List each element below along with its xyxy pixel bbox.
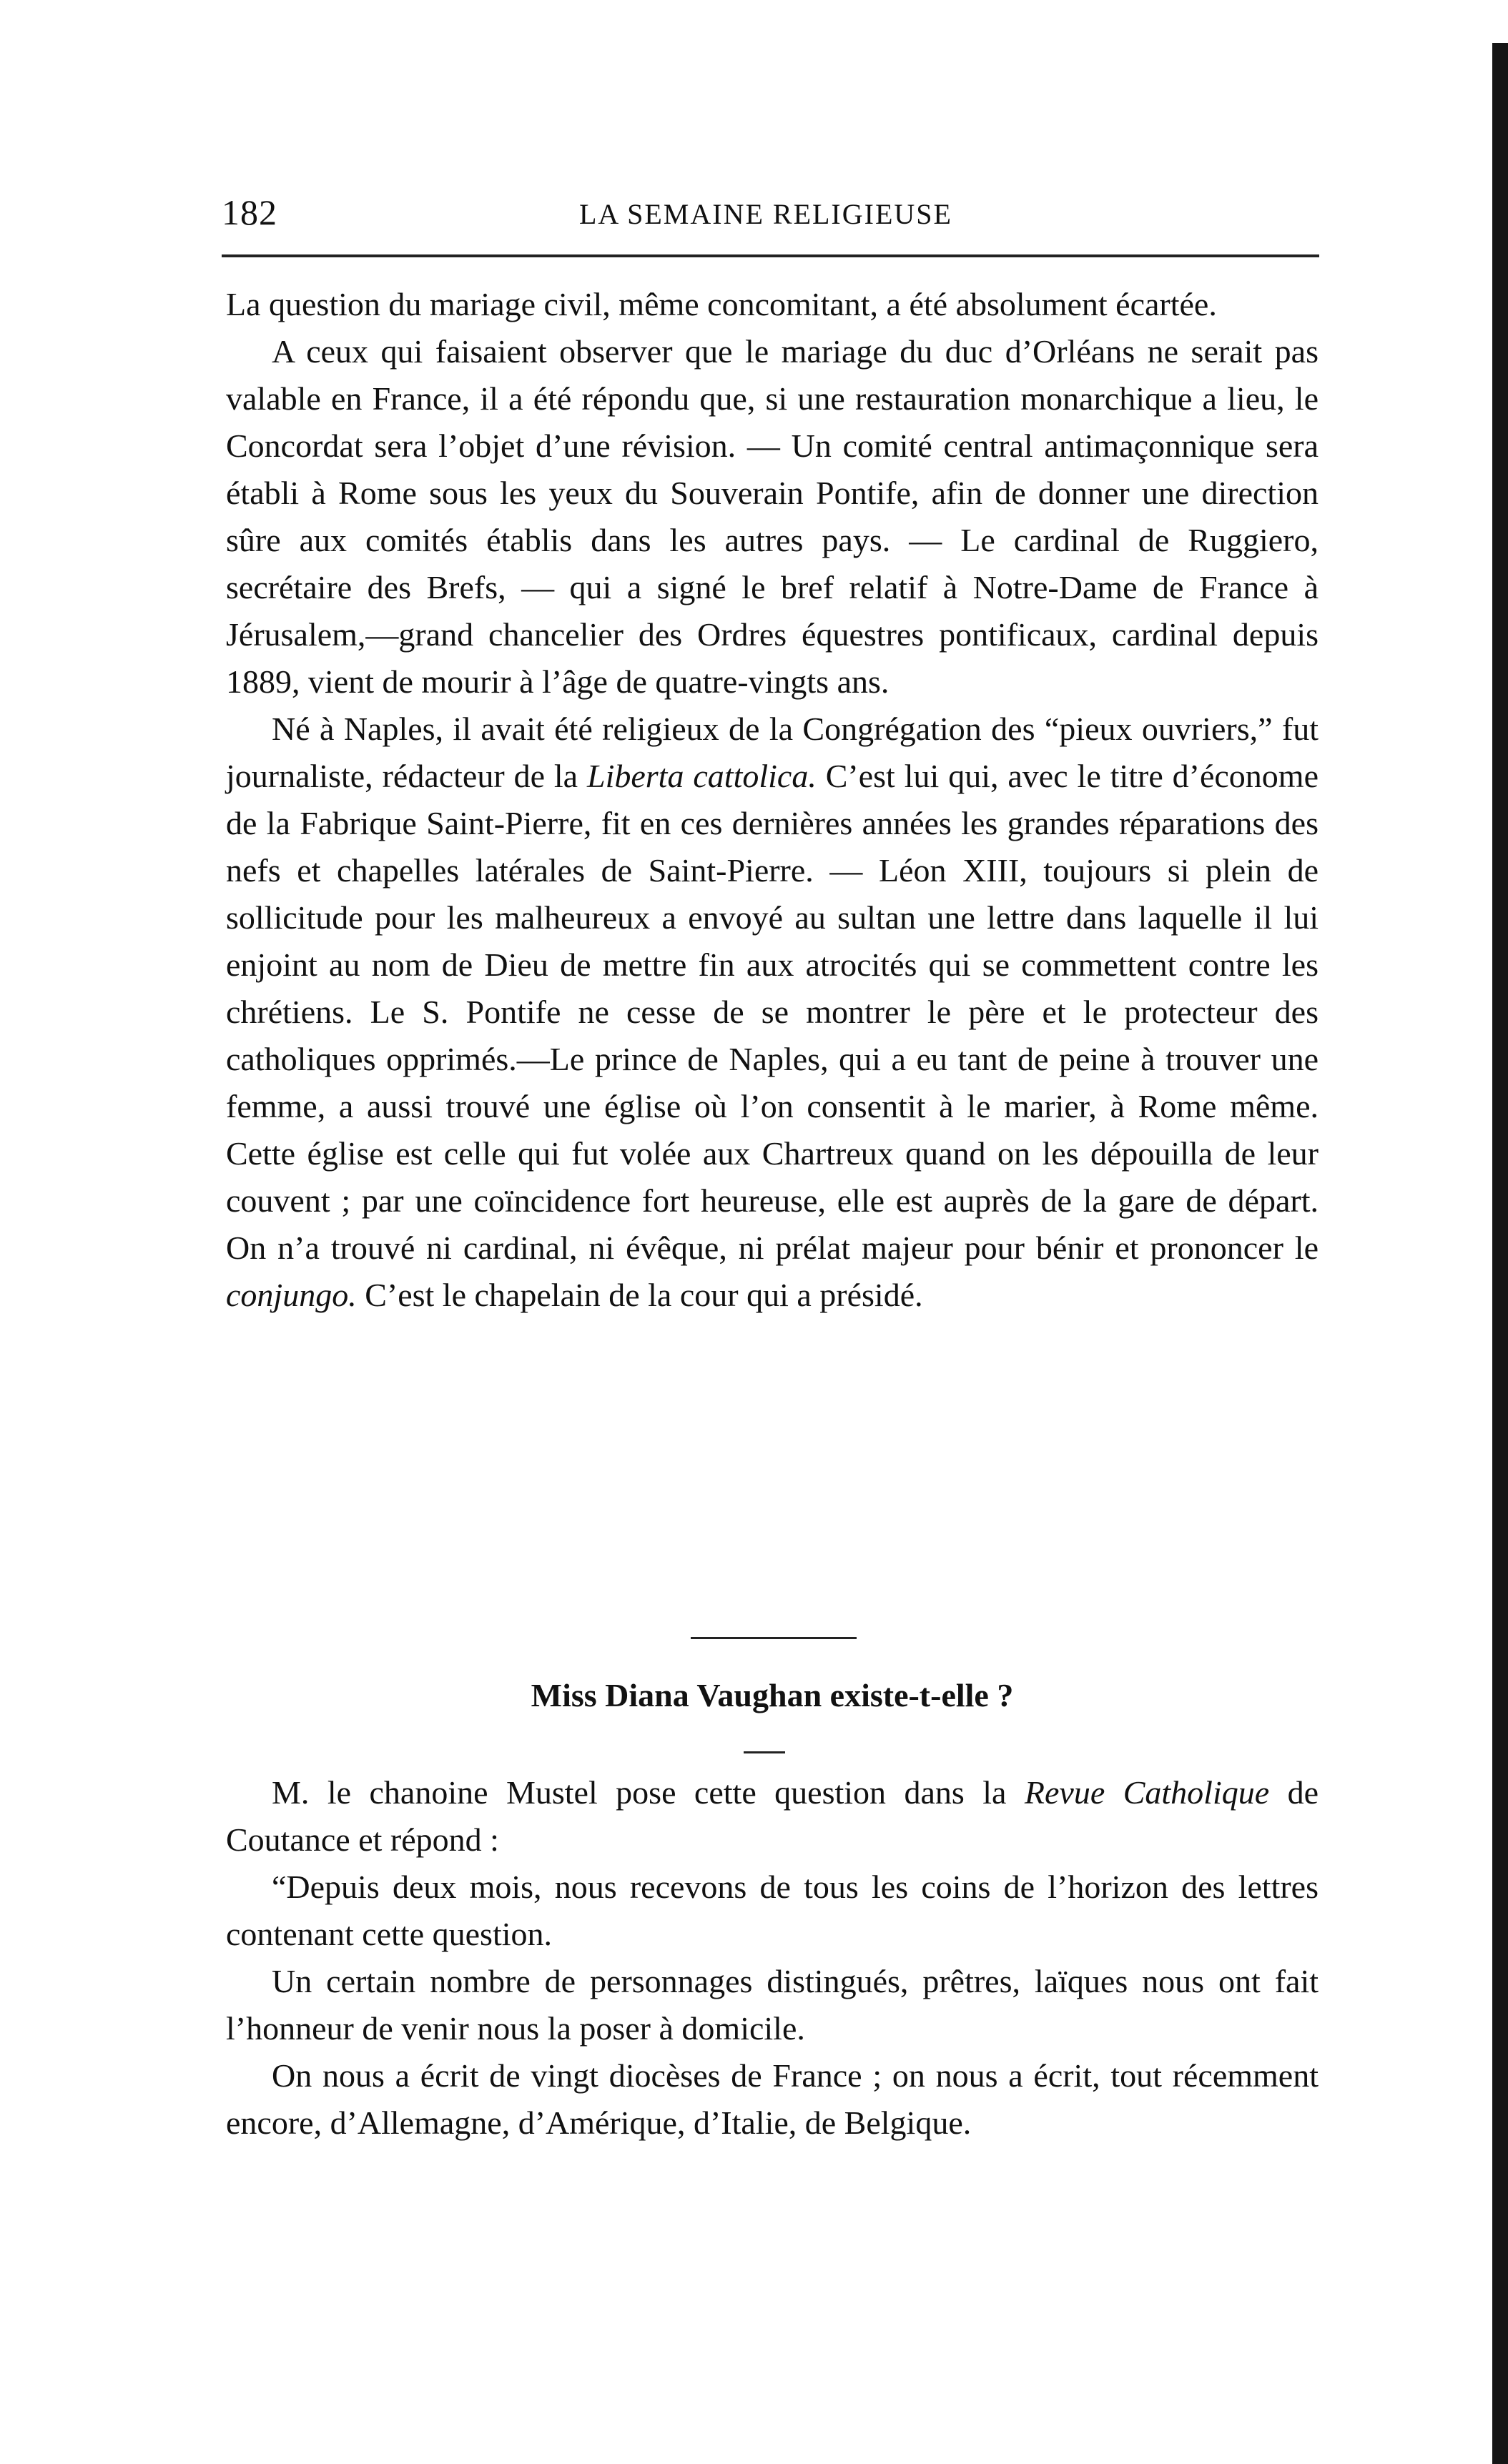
paragraph: “Depuis deux mois, nous recevons de tous les coins de l’horizon des lettres contenant cette question. — [226, 1869, 1319, 1952]
running-title: LA SEMAINE RELIGIEUSE — [579, 198, 952, 230]
text-run: de Coutance et répond : — [226, 1774, 1319, 1858]
paragraph — [226, 706, 1319, 1319]
paragraph: On nous a écrit de vingt diocèses de France ; on nous a écrit, tout récemment encore, d’Allemagne, d’Amérique, d’Italie, de Belgique. — [226, 2057, 1319, 2141]
italic-word: conjungo. — [226, 1277, 357, 1313]
italic-title: Revue Catholique — [1024, 1774, 1270, 1811]
header-rule — [222, 254, 1319, 257]
page-number: 182 — [222, 192, 277, 232]
text-run: Né à Naples, il avait été religieux de la Congrégation des “pieux ouvriers,” fut journaliste, rédacteur de la — [226, 711, 1319, 794]
italic-title: Liberta cattolica. — [587, 758, 817, 794]
section-text — [226, 1769, 1319, 2147]
section-title: Miss Diana Vaughan existe-t-elle ? — [531, 1677, 1014, 1713]
title-dash — [744, 1751, 785, 1753]
text-run: M. le chanoine Mustel pose cette question dans la — [272, 1774, 1025, 1811]
text-run: C’est lui qui, avec le titre d’économe de la Fabrique Saint-Pierre, fit en ces dernières années les grandes réparations des nefs et chapelles latérales de Saint-Pierre. — Léon XIII, toujours si plein de sollicitude pour les malheureux a envoyé au sultan une lettre dans laquelle il lui enjoint au nom de Dieu de mettre fin aux atrocités qui se commettent contre les chrétiens. Le S. Pontife ne cesse de se montrer le père et le protecteur des catholiques opprimés.—Le prince de Naples, qui a eu tant de peine à trouver une femme, a aussi trouvé une église où l’on consentit à le marier, à Rome même. Cette église est celle qui fut volée aux Chartreux quand on les dépouilla de leur couvent ; par une coïncidence fort heureuse, elle est auprès de la gare de départ. On n’a trouvé ni cardinal, ni évêque, ni prélat majeur pour bénir et prononcer le — [226, 758, 1319, 1266]
paragraph: La question du mariage civil, même concomitant, a été absolument écartée. — [226, 286, 1217, 322]
section-divider — [691, 1637, 857, 1639]
paragraph: A ceux qui faisaient observer que le mariage du duc d’Orléans ne serait pas valable en France, il a été répondu que, si une restauration monarchique a lieu, le Concordat sera l’objet d’une révision. — Un comité central antimaçonnique sera établi à Rome sous les yeux du Souverain Pontife, afin de donner une direction sûre aux comités établis dans les autres pays. — Le cardinal de Ruggiero, secrétaire des Brefs, — qui a signé le bref relatif à Notre-Dame de France à Jérusalem,—grand chancelier des Ordres équestres pontificaux, cardinal depuis 1889, vient de mourir à l’âge de quatre-vingts ans. — [226, 333, 1319, 700]
paragraph — [226, 1769, 1319, 1864]
text-run: C’est le chapelain de la cour qui a présidé. — [356, 1277, 923, 1313]
scan-edge-shadow — [1492, 43, 1508, 2464]
body-text — [226, 281, 1319, 1319]
page-header — [222, 192, 1323, 234]
paragraph: Un certain nombre de personnages distingués, prêtres, laïques nous ont fait l’honneur de venir nous la poser à domicile. — [226, 1963, 1319, 2047]
